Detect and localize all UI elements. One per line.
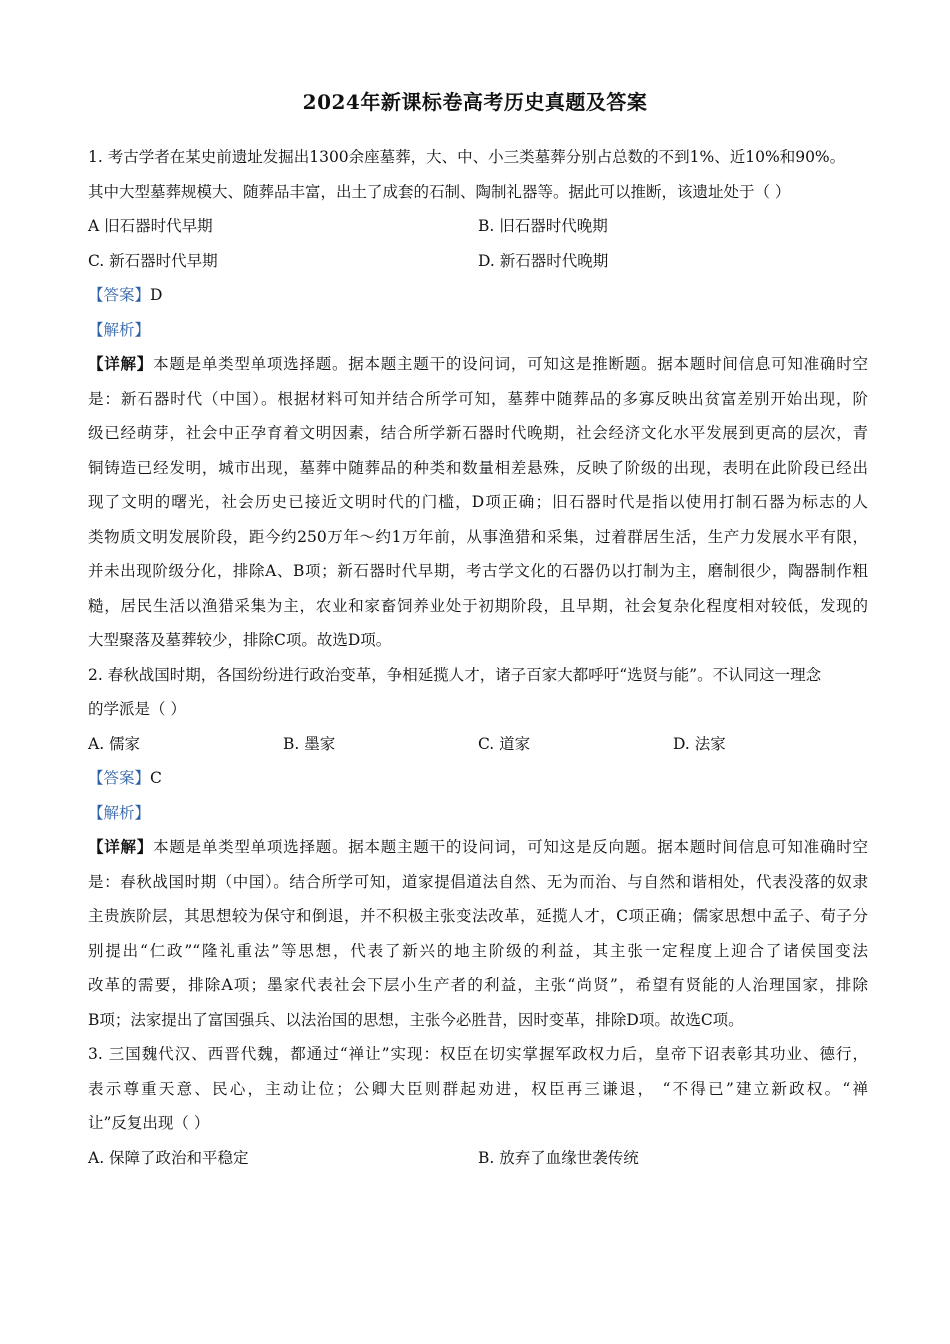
answer-line	[88, 761, 868, 796]
question-3	[88, 1037, 868, 1175]
question-stem-line: 让”反复出现（ ）	[88, 1114, 210, 1132]
option-a: A. 保障了政治和平稳定	[88, 1148, 249, 1167]
detail-line: 【详解】本题是单类型单项选择题。据本题主题干的设问词，可知这是推断题。据本题时间信息可知准确时空	[88, 354, 868, 373]
question-stem-line: 表示尊重天意、民心，主动让位；公卿大臣则群起劝进，权臣再三谦退， “不得已”建立新政权。“禅	[88, 1079, 868, 1098]
option-d: D. 法家	[673, 734, 726, 753]
analysis-label: 【解析】	[88, 803, 151, 822]
detail-line: 糙，居民生活以渔猎采集为主，农业和家畜饲养业处于初期阶段，且早期，社会复杂化程度相对较低，发现的	[88, 596, 868, 615]
question-stem-line: 其中大型墓葬规模大、随葬品丰富，出土了成套的石制、陶制礼器等。据此可以推断，该遗址处于（ ）	[88, 182, 791, 201]
option-a: A 旧石器时代早期	[88, 217, 213, 235]
detail-line: 【详解】本题是单类型单项选择题。据本题主题干的设问词，可知这是反向题。据本题时间信息可知准确时空	[88, 837, 868, 856]
detail-line: 改革的需要，排除A项；墨家代表社会下层小生产者的利益，主张“尚贤”，希望有贤能的人治理国家，排除	[88, 976, 868, 994]
answer-value: C	[150, 769, 162, 787]
question-stem-line: 的学派是（ ）	[88, 700, 186, 718]
option-a: A. 儒家	[88, 734, 141, 753]
detail-line: B项；法家提出了富国强兵、以法治国的思想，主张今必胜昔，因时变革，排除D项。故选C项。	[88, 1010, 744, 1029]
option-b: B. 放弃了血缘世袭传统	[478, 1148, 639, 1167]
detail-line: 是：新石器时代（中国）。根据材料可知并结合所学可知，墓葬中随葬品的多寡反映出贫富差别开始出现，阶	[88, 389, 868, 408]
detail-label: 【详解】	[88, 837, 154, 856]
detail-line: 大型聚落及墓葬较少，排除C项。故选D项。	[88, 631, 392, 649]
option-d: D. 新石器时代晚期	[478, 251, 609, 270]
answer-label: 【答案】	[88, 769, 151, 787]
answer-value: D	[150, 286, 163, 304]
answer-line	[88, 278, 868, 313]
detail-line: 别提出“仁政”“隆礼重法”等思想，代表了新兴的地主阶级的利益，其主张一定程度上迎合了诸侯国变法	[88, 941, 868, 960]
analysis-label: 【解析】	[88, 320, 151, 339]
detail-line: 主贵族阶层，其思想较为保守和倒退，并不积极主张变法改革，延揽人才，C项正确；儒家思想中孟子、荀子分	[88, 907, 868, 925]
detail-line: 并未出现阶级分化，排除A、B项；新石器时代早期，考古学文化的石器仍以打制为主，磨制很少，陶器制作粗	[88, 562, 868, 580]
detail-line: 类物质文明发展阶段，距今约250万年～约1万年前，从事渔猎和采集，过着群居生活，生产力发展水平有限，	[88, 527, 868, 546]
detail-line: 级已经萌芽，社会中正孕育着文明因素，结合所学新石器时代晚期，社会经济文化水平发展到更高的层次，青	[88, 424, 868, 442]
question-stem-line: 3. 三国魏代汉、西晋代魏，都通过“禅让”实现：权臣在切实掌握军政权力后，皇帝下诏表彰其功业、德行，	[88, 1045, 868, 1063]
document-body	[88, 140, 868, 1175]
question-stem-line: 1. 考古学者在某史前遗址发掘出1300余座墓葬，大、中、小三类墓葬分别占总数的不到1%、近10%和90%。	[88, 148, 846, 166]
option-b: B. 旧石器时代晚期	[478, 217, 608, 235]
detail-label: 【详解】	[88, 354, 154, 373]
detail-line: 现了文明的曙光，社会历史已接近文明时代的门槛，D项正确；旧石器时代是指以使用打制石器为标志的人	[88, 493, 868, 511]
question-2	[88, 658, 868, 1038]
option-c: C. 新石器时代早期	[88, 251, 218, 270]
question-stem-line: 2. 春秋战国时期，各国纷纷进行政治变革，争相延揽人才，诸子百家大都呼吁“选贤与能”。不认同这一理念	[88, 665, 822, 684]
option-row	[88, 244, 868, 279]
option-b: B. 墨家	[283, 734, 336, 753]
question-1	[88, 140, 868, 658]
page-title: 2024年新课标卷高考历史真题及答案	[302, 90, 648, 114]
option-row	[88, 209, 868, 244]
answer-label: 【答案】	[88, 286, 151, 304]
option-row	[88, 1141, 868, 1176]
option-row	[88, 727, 868, 762]
detail-line: 铜铸造已经发明，城市出现，墓葬中随葬品的种类和数量相差悬殊，反映了阶级的出现，表明在此阶段已经出	[88, 458, 868, 477]
option-c: C. 道家	[478, 734, 531, 753]
detail-line: 是：春秋战国时期（中国）。结合所学可知，道家提倡道法自然、无为而治、与自然和谐相处，代表没落的奴隶	[88, 872, 868, 891]
